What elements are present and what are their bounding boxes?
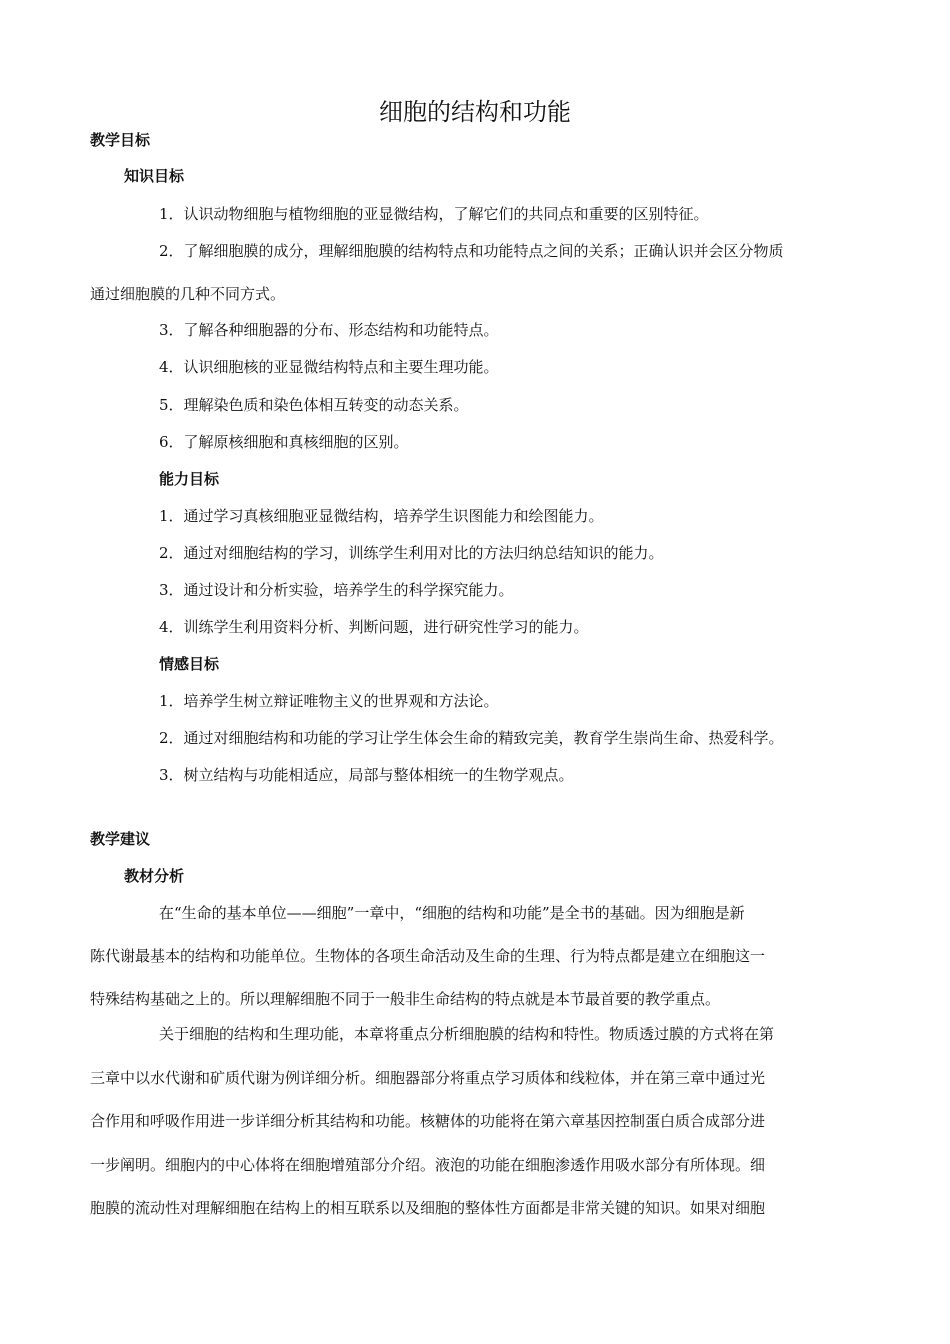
knowledge-item: 3．了解各种细胞器的分布、形态结构和功能特点。: [159, 321, 499, 339]
paragraph-line: 合作用和呼吸作用进一步详细分析其结构和功能。核糖体的功能将在第六章基因控制蛋白质合成部分进: [90, 1112, 766, 1130]
knowledge-item: 1．认识动物细胞与植物细胞的亚显微结构，了解它们的共同点和重要的区别特征。: [159, 205, 709, 223]
ability-item: 3．通过设计和分析实验，培养学生的科学探究能力。: [159, 581, 514, 599]
subheading-knowledge-goals: 知识目标: [124, 167, 185, 185]
paragraph-line: 一步阐明。细胞内的中心体将在细胞增殖部分介绍。液泡的功能在细胞渗透作用吸水部分有所体现。细: [90, 1156, 766, 1174]
page-title: 细胞的结构和功能: [379, 98, 571, 126]
emotion-item: 2．通过对细胞结构和功能的学习让学生体会生命的精致完美，教育学生崇尚生命、热爱科学。: [159, 729, 784, 747]
paragraph-line: 关于细胞的结构和生理功能，本章将重点分析细胞膜的结构和特性。物质透过膜的方式将在第: [159, 1025, 775, 1043]
ability-item: 2．通过对细胞结构的学习，训练学生利用对比的方法归纳总结知识的能力。: [159, 544, 664, 562]
paragraph-line: 胞膜的流动性对理解细胞在结构上的相互联系以及细胞的整体性方面都是非常关键的知识。如果对细胞: [90, 1199, 766, 1217]
knowledge-item: 2．了解细胞膜的成分，理解细胞膜的结构特点和功能特点之间的关系；正确认识并会区分物质: [159, 242, 784, 260]
knowledge-item: 6．了解原核细胞和真核细胞的区别。: [159, 433, 409, 451]
paragraph-line: 三章中以水代谢和矿质代谢为例详细分析。细胞器部分将重点学习质体和线粒体，并在第三章中通过光: [90, 1069, 766, 1087]
emotion-item: 3．树立结构与功能相适应，局部与整体相统一的生物学观点。: [159, 766, 574, 784]
subheading-ability-goals: 能力目标: [159, 470, 220, 488]
subheading-emotion-goals: 情感目标: [159, 655, 220, 673]
section-heading-teaching-goals: 教学目标: [90, 131, 151, 149]
subheading-textbook-analysis: 教材分析: [124, 867, 185, 885]
ability-item: 1．通过学习真核细胞亚显微结构，培养学生识图能力和绘图能力。: [159, 507, 604, 525]
emotion-item: 1．培养学生树立辩证唯物主义的世界观和方法论。: [159, 692, 499, 710]
ability-item: 4．训练学生利用资料分析、判断问题，进行研究性学习的能力。: [159, 618, 589, 636]
paragraph-line: 特殊结构基础之上的。所以理解细胞不同于一般非生命结构的特点就是本节最首要的教学重点。: [90, 990, 721, 1008]
knowledge-item: 5．理解染色质和染色体相互转变的动态关系。: [159, 396, 469, 414]
section-heading-teaching-advice: 教学建议: [90, 830, 151, 848]
knowledge-item: 4．认识细胞核的亚显微结构特点和主要生理功能。: [159, 358, 499, 376]
paragraph-line: 陈代谢最基本的结构和功能单位。生物体的各项生命活动及生命的生理、行为特点都是建立在细胞这一: [90, 947, 766, 965]
knowledge-item-continuation: 通过细胞膜的几种不同方式。: [90, 285, 286, 303]
paragraph-line: 在“生命的基本单位——细胞”一章中，“细胞的结构和功能”是全书的基础。因为细胞是新: [159, 904, 745, 922]
